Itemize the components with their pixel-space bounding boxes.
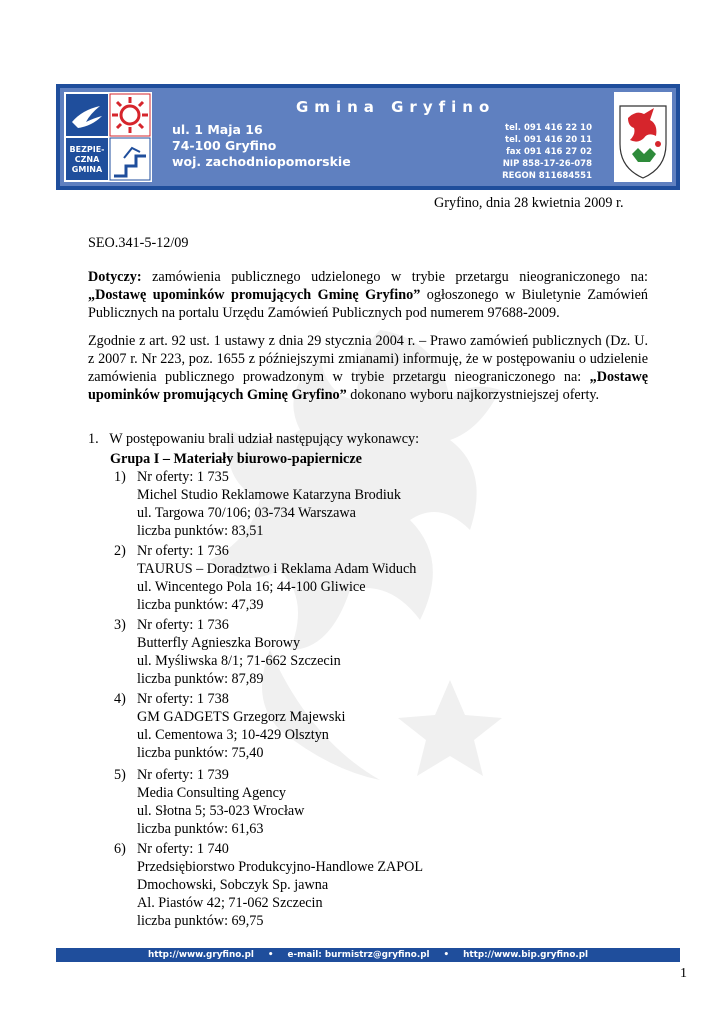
bidder-address: ul. Wincentego Pola 16; 44-100 Gliwice: [137, 579, 366, 595]
email-link[interactable]: e-mail: burmistrz@gryfino.pl: [287, 950, 430, 960]
bidder-offer: Nr oferty: 1 740: [137, 841, 229, 857]
logo-text-line-3: GMINA: [71, 165, 103, 174]
coat-of-arms: [614, 92, 672, 182]
logo-text-line-1: BEZPIE-: [69, 145, 105, 154]
bidder-name: Butterfly Agnieszka Borowy: [137, 635, 301, 651]
griffin-crest-icon: [614, 92, 672, 182]
list-text: W postępowaniu brali udział następujący wykonawcy:: [109, 431, 420, 447]
page-number: 1: [680, 966, 687, 981]
bidder-address: ul. Myśliwska 8/1; 71-662 Szczecin: [137, 653, 341, 669]
bidder-name: GM GADGETS Grzegorz Majewski: [137, 709, 346, 725]
municipality-contacts: [502, 122, 592, 182]
safe-municipality-logo: [64, 92, 152, 182]
bidder-score: liczba punktów: 47,39: [137, 597, 264, 613]
contact-line: tel. 091 416 22 10: [505, 123, 592, 133]
subject-label: Dotyczy:: [88, 269, 142, 285]
bidder-offer: Nr oferty: 1 739: [137, 767, 229, 783]
website-link[interactable]: http://www.gryfino.pl: [147, 950, 254, 960]
contact-line: tel. 091 416 20 11: [505, 135, 592, 145]
bidder-number: 5): [114, 767, 126, 783]
bidder-address: ul. Targowa 70/106; 03-734 Warszawa: [137, 505, 356, 521]
contact-line: NIP 858-17-26-078: [502, 159, 592, 169]
bidder-number: 3): [114, 617, 126, 633]
bidder-score: liczba punktów: 75,40: [137, 745, 264, 761]
footer-separator: •: [443, 950, 450, 960]
bip-link[interactable]: http://www.bip.gryfino.pl: [463, 950, 589, 960]
footer-separator: •: [267, 950, 274, 960]
subject-text: zamówienia publicznego udzielonego w trybie przetargu nieograniczonego na:: [141, 269, 648, 285]
bidder-number: 1): [114, 469, 126, 485]
safe-municipality-logo-icon: [64, 92, 152, 182]
contact-line: REGON 811684551: [502, 171, 592, 181]
intro-text: Zgodnie z art. 92 ust. 1 ustawy z dnia 29 stycznia 2004 r. – Prawo zamówień publicznych (Dz. U. z 2007 r. Nr 223, poz. 1655 z późniejszymi zmianami) informuję, że w postępowaniu o udzielenie zamówienia publicznego prowadzonym w trybie przetargu nieograniczonego na:: [88, 333, 648, 385]
bidder-offer: Nr oferty: 1 738: [137, 691, 229, 707]
address-line: 74-100 Gryfino: [172, 138, 277, 153]
reference-number: SEO.341-5-12/09: [88, 235, 189, 251]
bidder-name: Michel Studio Reklamowe Katarzyna Brodiuk: [137, 487, 401, 503]
bidder-number: 6): [114, 841, 126, 857]
list-number: 1.: [88, 431, 99, 447]
contact-line: fax 091 416 27 02: [506, 147, 592, 157]
subject-text: ogłoszonego w Biuletynie Zamówień Publicznych na portalu Urzędu Zamówień Publicznych pod numerem 97688-2009.: [88, 287, 648, 321]
bidder-score: liczba punktów: 83,51: [137, 523, 264, 539]
list-item-1: [88, 430, 648, 448]
bidder-number: 4): [114, 691, 126, 707]
bidder-name: TAURUS – Doradztwo i Reklama Adam Widuch: [137, 561, 417, 577]
address-line: ul. 1 Maja 16: [172, 122, 263, 137]
municipality-title: Gmina Gryfino: [296, 98, 496, 116]
bidder-address: ul. Słotna 5; 53-023 Wrocław: [137, 803, 305, 819]
page-footer: [56, 948, 680, 962]
intro-paragraph: [88, 332, 648, 404]
tender-title: „Dostawę upominków promujących Gminę Gryfino”: [88, 369, 648, 403]
bidder-number: 2): [114, 543, 126, 559]
letterhead: [56, 84, 680, 190]
bidder-address: Al. Piastów 42; 71-062 Szczecin: [137, 895, 323, 911]
letter-date: Gryfino, dnia 28 kwietnia 2009 r.: [434, 195, 624, 211]
municipality-address: [172, 122, 351, 170]
bidder-offer: Nr oferty: 1 736: [137, 543, 229, 559]
bidder-offer: Nr oferty: 1 736: [137, 617, 229, 633]
bidder-name: Przedsiębiorstwo Produkcyjno-Handlowe ZAPOL: [137, 859, 424, 875]
bidder-score: liczba punktów: 69,75: [137, 913, 264, 929]
group-title: Grupa I – Materiały biurowo-papiernicze: [110, 451, 362, 467]
subject-paragraph: [88, 268, 648, 322]
bidder-score: liczba punktów: 61,63: [137, 821, 264, 837]
bidder-score: liczba punktów: 87,89: [137, 671, 264, 687]
bidder-name: Media Consulting Agency: [137, 785, 286, 801]
logo-text-line-2: CZNA: [74, 155, 100, 164]
bidder-offer: Nr oferty: 1 735: [137, 469, 229, 485]
bidder-address: ul. Cementowa 3; 10-429 Olsztyn: [137, 727, 329, 743]
address-line: woj. zachodniopomorskie: [172, 154, 351, 169]
intro-text: dokonano wyboru najkorzystniejszej oferty.: [346, 387, 600, 403]
bidder-name-continued: Dmochowski, Sobczyk Sp. jawna: [137, 877, 329, 893]
letterhead-inner: [60, 88, 676, 186]
tender-title: „Dostawę upominków promujących Gminę Gryfino”: [88, 287, 421, 303]
